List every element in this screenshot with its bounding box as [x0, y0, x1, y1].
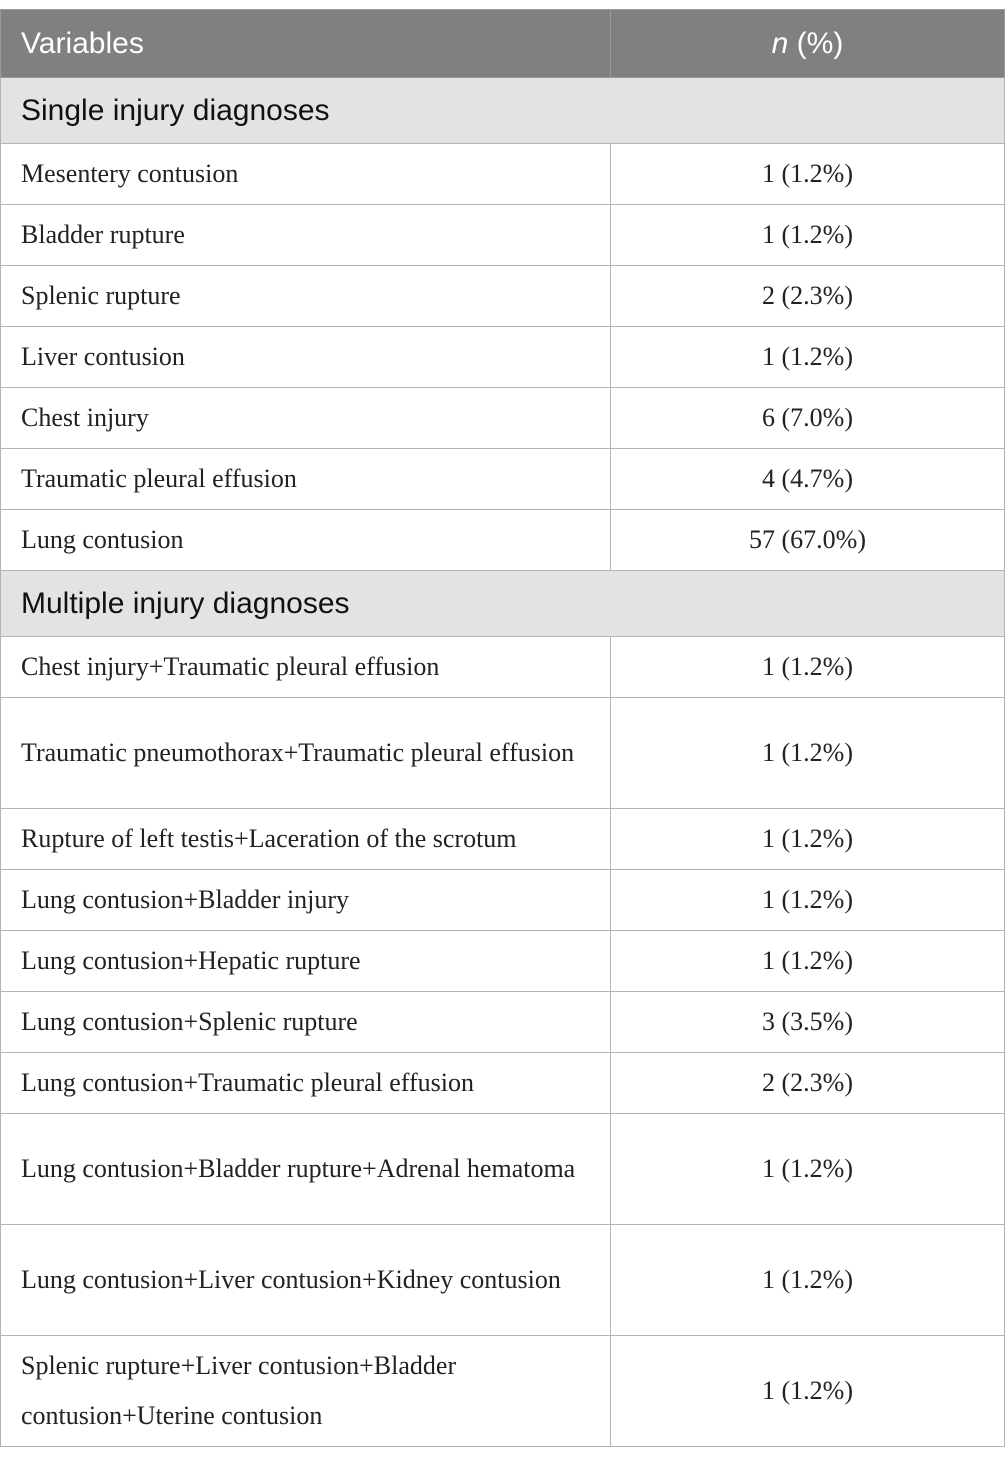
- header-percent: (%): [788, 26, 844, 60]
- row-value: 1 (1.2%): [611, 637, 1005, 698]
- row-label: Chest injury+Traumatic pleural effusion: [1, 637, 611, 698]
- table-row: [1, 449, 1005, 510]
- table-row: [1, 144, 1005, 205]
- table-row: [1, 931, 1005, 992]
- row-value: 57 (67.0%): [611, 510, 1005, 571]
- section-header-row: [1, 571, 1005, 637]
- row-value: 1 (1.2%): [611, 870, 1005, 931]
- row-label: Splenic rupture: [1, 266, 611, 327]
- table-row: [1, 637, 1005, 698]
- row-label: Traumatic pneumothorax+Traumatic pleural effusion: [1, 698, 611, 809]
- row-value: 1 (1.2%): [611, 698, 1005, 809]
- table-row: [1, 388, 1005, 449]
- table-row: [1, 327, 1005, 388]
- row-label: Lung contusion+Hepatic rupture: [1, 931, 611, 992]
- row-value: 1 (1.2%): [611, 931, 1005, 992]
- row-label: Lung contusion+Liver contusion+Kidney contusion: [1, 1225, 611, 1336]
- row-value: 1 (1.2%): [611, 205, 1005, 266]
- table-row: [1, 992, 1005, 1053]
- row-label: Lung contusion: [1, 510, 611, 571]
- row-value: 1 (1.2%): [611, 809, 1005, 870]
- table-row: [1, 205, 1005, 266]
- row-label: Traumatic pleural effusion: [1, 449, 611, 510]
- row-label: Chest injury: [1, 388, 611, 449]
- table-row: [1, 1225, 1005, 1336]
- row-label: Lung contusion+Bladder injury: [1, 870, 611, 931]
- row-label: Bladder rupture: [1, 205, 611, 266]
- row-value: 1 (1.2%): [611, 144, 1005, 205]
- row-value: 2 (2.3%): [611, 266, 1005, 327]
- section-title: Multiple injury diagnoses: [1, 571, 1005, 637]
- table-row: [1, 510, 1005, 571]
- header-n: n: [771, 26, 789, 60]
- table-row: [1, 1053, 1005, 1114]
- row-label: Lung contusion+Bladder rupture+Adrenal hematoma: [1, 1114, 611, 1225]
- table-row: [1, 809, 1005, 870]
- row-label: Liver contusion: [1, 327, 611, 388]
- row-value: 1 (1.2%): [611, 327, 1005, 388]
- section-header-row: [1, 78, 1005, 144]
- table-row: [1, 1114, 1005, 1225]
- table-row: [1, 266, 1005, 327]
- section-title: Single injury diagnoses: [1, 78, 1005, 144]
- row-value: 6 (7.0%): [611, 388, 1005, 449]
- row-value: 3 (3.5%): [611, 992, 1005, 1053]
- diagnoses-table: [0, 9, 1005, 1447]
- row-value: 1 (1.2%): [611, 1336, 1005, 1447]
- row-label: Lung contusion+Traumatic pleural effusion: [1, 1053, 611, 1114]
- table-header-row: [1, 10, 1005, 78]
- row-label: Splenic rupture+Liver contusion+Bladder contusion+Uterine contusion: [1, 1336, 611, 1447]
- table-row: [1, 870, 1005, 931]
- table-row: [1, 698, 1005, 809]
- header-variables: Variables: [1, 10, 611, 78]
- row-value: 2 (2.3%): [611, 1053, 1005, 1114]
- row-value: 1 (1.2%): [611, 1114, 1005, 1225]
- row-value: 1 (1.2%): [611, 1225, 1005, 1336]
- header-n-percent: [611, 10, 1005, 78]
- table-row: [1, 1336, 1005, 1447]
- row-label: Lung contusion+Splenic rupture: [1, 992, 611, 1053]
- row-label: Mesentery contusion: [1, 144, 611, 205]
- row-label: Rupture of left testis+Laceration of the scrotum: [1, 809, 611, 870]
- row-value: 4 (4.7%): [611, 449, 1005, 510]
